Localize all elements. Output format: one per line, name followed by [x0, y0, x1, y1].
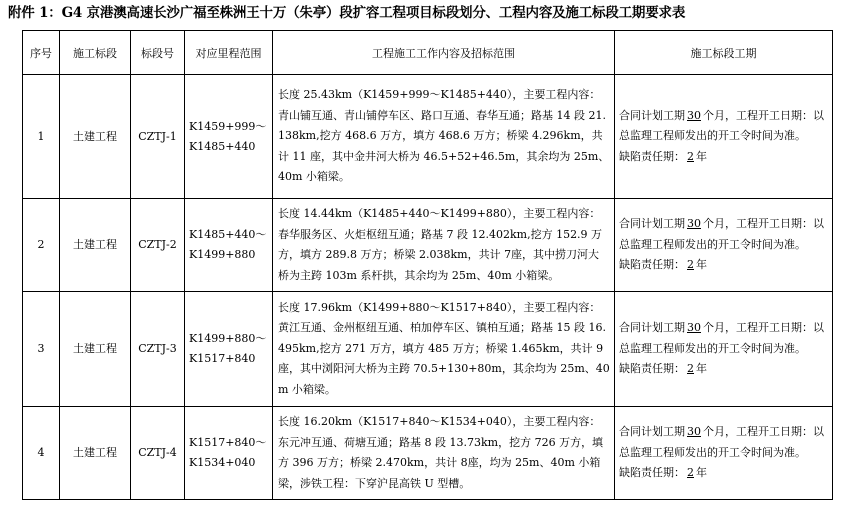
mileage-from: K1459+999～ [189, 119, 267, 133]
contract-months: 30 [687, 217, 701, 231]
mileage-from: K1517+840～ [189, 436, 267, 449]
cell-duration [615, 75, 833, 199]
cell-work: 长度 25.43km（K1459+999～K1485+440），主要工程内容：青山铺互通、青山铺停车区、路口互通、春华互通；路基 14 段 21.138km,挖方 468.6 万方，填方 468.6 万方；桥梁 4.296km，共计 11 座，其中金井河大桥为 46.5+52+46.5m，其余均为 25m、40m 小箱梁。 [273, 75, 615, 199]
cell-code: CZTJ-2 [131, 199, 185, 292]
cell-seq: 2 [23, 199, 60, 292]
cell-duration [615, 407, 833, 500]
cell-mileage [185, 292, 273, 407]
warranty-unit: 年 [696, 362, 707, 376]
warranty-label: 缺陷责任期： [619, 149, 685, 163]
cell-section: 土建工程 [60, 407, 131, 500]
cell-code: CZTJ-4 [131, 407, 185, 500]
contract-pre: 合同计划工期 [619, 425, 685, 439]
cell-work: 长度 14.44km（K1485+440～K1499+880），主要工程内容：春华服务区、火炬枢纽互通；路基 7 段 12.402km,挖方 152.9 万方，填方 289.8 万方；桥梁 2.038km，共计 7座，其中捞刀河大桥为主跨 103m 系杆拱，其余均为 25m、40m 小箱梁。 [273, 199, 615, 292]
warranty-years: 2 [687, 466, 694, 480]
warranty-label: 缺陷责任期： [619, 362, 685, 376]
mileage-to: K1485+440 [189, 139, 256, 153]
header-mileage: 对应里程范围 [185, 31, 273, 75]
cell-work: 长度 17.96km（K1499+880～K1517+840），主要工程内容：黄江互通、金州枢纽互通、柏加停车区、镇柏互通；路基 15 段 16.495km,挖方 271 万方，填方 485 万方；桥梁 1.465km，共计 9座，其中浏阳河大桥为主跨 70.5+130+80m，其余均为 25m、40m 小箱梁。 [273, 292, 615, 407]
section-schedule-table [22, 30, 833, 500]
cell-seq: 1 [23, 75, 60, 199]
table-row [23, 292, 833, 407]
cell-section: 土建工程 [60, 292, 131, 407]
table-row [23, 407, 833, 500]
cell-duration [615, 292, 833, 407]
contract-pre: 合同计划工期 [619, 108, 685, 122]
warranty-unit: 年 [696, 466, 707, 480]
mileage-to: K1534+040 [189, 456, 256, 469]
cell-mileage [185, 75, 273, 199]
mileage-from: K1499+880～ [189, 332, 267, 345]
contract-months: 30 [687, 321, 701, 335]
contract-months: 30 [687, 108, 701, 122]
header-code: 标段号 [131, 31, 185, 75]
contract-post: 个月，工程开工日期：以总监理工程师发出的开工令时间为准。 [619, 217, 824, 251]
table-row [23, 199, 833, 292]
table-header-row [23, 31, 833, 75]
contract-post: 个月，工程开工日期：以总监理工程师发出的开工令时间为准。 [619, 321, 824, 355]
header-duration: 施工标段工期 [615, 31, 833, 75]
mileage-to: K1517+840 [189, 352, 256, 365]
warranty-label: 缺陷责任期： [619, 258, 685, 272]
cell-code: CZTJ-1 [131, 75, 185, 199]
cell-mileage [185, 407, 273, 500]
cell-duration [615, 199, 833, 292]
warranty-years: 2 [687, 149, 694, 163]
contract-post: 个月，工程开工日期：以总监理工程师发出的开工令时间为准。 [619, 425, 824, 459]
contract-months: 30 [687, 425, 701, 439]
contract-pre: 合同计划工期 [619, 321, 685, 335]
page-title: 附件 1：G4 京港澳高速长沙广福至株洲王十万（朱亭）段扩容工程项目标段划分、工程内容及施工标段工期要求表 [8, 5, 686, 21]
cell-mileage [185, 199, 273, 292]
cell-section: 土建工程 [60, 75, 131, 199]
cell-work: 长度 16.20km（K1517+840～K1534+040），主要工程内容：东元冲互通、荷塘互通；路基 8 段 13.73km，挖方 726 万方，填方 396 万方；桥梁 2.470km，共计 8座，均为 25m、40m 小箱梁，涉铁工程：下穿沪昆高铁 U 型槽。 [273, 407, 615, 500]
table-row [23, 75, 833, 199]
warranty-years: 2 [687, 258, 694, 272]
warranty-unit: 年 [696, 149, 707, 163]
warranty-years: 2 [687, 362, 694, 376]
mileage-from: K1485+440～ [189, 228, 267, 241]
warranty-unit: 年 [696, 258, 707, 272]
cell-seq: 4 [23, 407, 60, 500]
mileage-to: K1499+880 [189, 248, 256, 261]
cell-section: 土建工程 [60, 199, 131, 292]
cell-code: CZTJ-3 [131, 292, 185, 407]
header-seq: 序号 [23, 31, 60, 75]
contract-pre: 合同计划工期 [619, 217, 685, 231]
header-work: 工程施工工作内容及招标范围 [273, 31, 615, 75]
contract-post: 个月，工程开工日期：以总监理工程师发出的开工令时间为准。 [619, 108, 824, 143]
warranty-label: 缺陷责任期： [619, 466, 685, 480]
cell-seq: 3 [23, 292, 60, 407]
header-section: 施工标段 [60, 31, 131, 75]
